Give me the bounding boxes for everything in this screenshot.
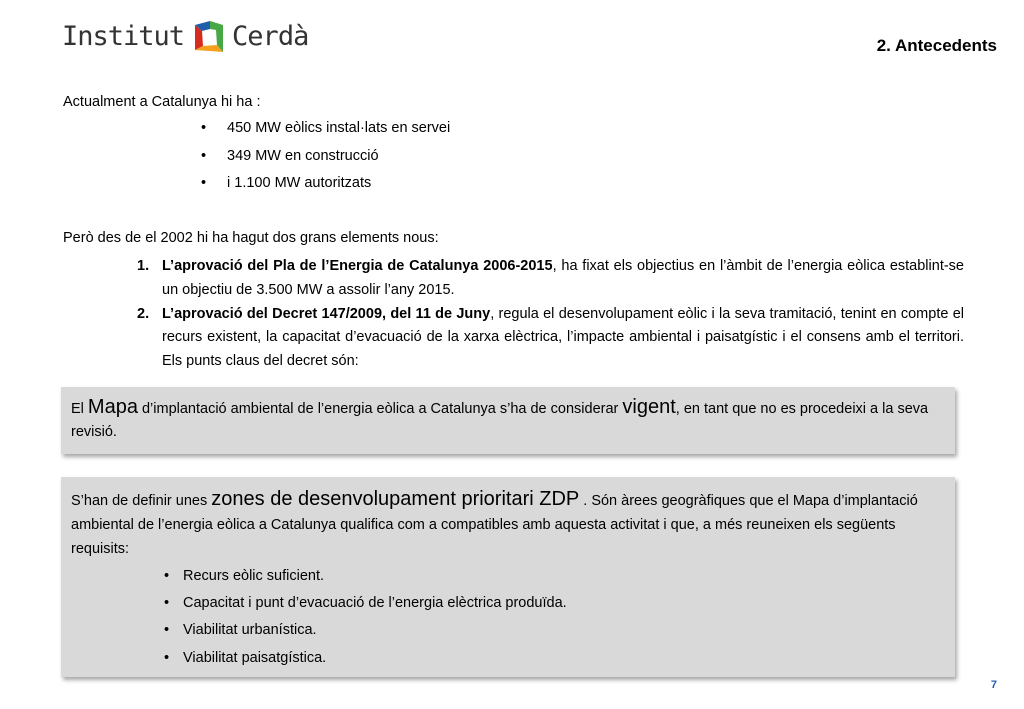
item-body: , ha fixat els objectius en l’àmbit de l’energia eòlica establint-se un objectiu de 3.500 MW a assolir l’any 2015. — [162, 258, 964, 298]
intro-text: Actualment a Catalunya hi ha : — [63, 94, 261, 110]
box-text-part: , en tant que no es procedeixi a la seva revisió. — [71, 401, 929, 440]
numbered-item — [137, 303, 964, 374]
list-item — [201, 174, 450, 202]
bullet-dot-icon: • — [201, 147, 207, 164]
list-item-text: Viabilitat paisatgística. — [183, 649, 327, 666]
bullet-dot-icon: • — [164, 649, 170, 666]
highlight-mapa: Mapa — [87, 396, 138, 418]
bullet-dot-icon: • — [201, 120, 207, 136]
highlight-vigent: vigent — [622, 396, 676, 418]
box-text-part: S’han de definir unes — [71, 493, 212, 509]
item-bold-title: L’aprovació del Decret 147/2009, del 11 de Juny — [162, 305, 491, 322]
zdp-box — [61, 477, 955, 677]
list-item — [164, 620, 567, 647]
item-bold-title: L’aprovació del Pla de l’Energia de Catalunya 2006-2015 — [162, 258, 553, 274]
item-number: 1. — [137, 258, 150, 274]
box-text-part: . Són àrees geogràfiques que el Mapa d’implantació ambiental de l’energia eòlica a Catalunya qualifica com a compatibles amb aquesta activitat i que, a més reuneixen els següents requisits: — [71, 493, 918, 557]
list-item-text: 450 MW eòlics instal·lats en servei — [227, 120, 451, 136]
numbered-list — [137, 255, 964, 374]
bullet-dot-icon: • — [164, 622, 170, 639]
highlight-zdp: zones de desenvolupament prioritari ZDP — [211, 488, 580, 510]
bullet-dot-icon: • — [164, 568, 170, 584]
box-text-part: d’implantació ambiental de l’energia eòlica a Catalunya s’ha de considerar — [137, 401, 623, 417]
page-number: 7 — [990, 679, 997, 691]
box-text — [71, 396, 941, 444]
item-body: , regula el desenvolupament eòlic i la seva tramitació, tenint en compte el recurs existent, la capacitat d’evacuació de la xarxa elèctrica, l’impacte ambiental i paisatgístic i el consens amb el territori. Els punts claus del decret són: — [162, 305, 964, 369]
list-item-text: Viabilitat urbanística. — [183, 622, 317, 639]
capacity-bullet-list — [201, 119, 450, 202]
list-item-text: Capacitat i punt d’evacuació de l’energia elèctrica produïda. — [183, 595, 567, 612]
list-item — [201, 147, 450, 175]
list-item — [201, 119, 450, 147]
section-title: 2. Antecedents — [876, 36, 997, 55]
list-item-text: 349 MW en construcció — [227, 147, 379, 164]
logo-word-cerda: Cerdà — [232, 21, 309, 52]
requirements-list — [164, 566, 567, 675]
list-item-text: i 1.100 MW autoritzats — [227, 175, 372, 191]
bullet-dot-icon: • — [164, 595, 170, 612]
list-item — [164, 593, 567, 620]
cerda-logo-mark-icon — [191, 19, 227, 55]
list-item-text: Recurs eòlic suficient. — [183, 568, 325, 584]
logo-word-institut: Institut — [62, 21, 185, 52]
institut-cerda-logo — [62, 17, 308, 57]
numbered-item — [137, 255, 964, 302]
list-item — [164, 566, 567, 593]
item-number: 2. — [137, 305, 150, 322]
list-item — [164, 648, 567, 675]
bullet-dot-icon: • — [201, 175, 207, 191]
box-text — [71, 487, 941, 561]
new-elements-intro: Però des de el 2002 hi ha hagut dos grans elements nous: — [63, 230, 439, 246]
box-text-part: El — [71, 401, 88, 417]
mapa-vigent-box — [61, 387, 955, 454]
